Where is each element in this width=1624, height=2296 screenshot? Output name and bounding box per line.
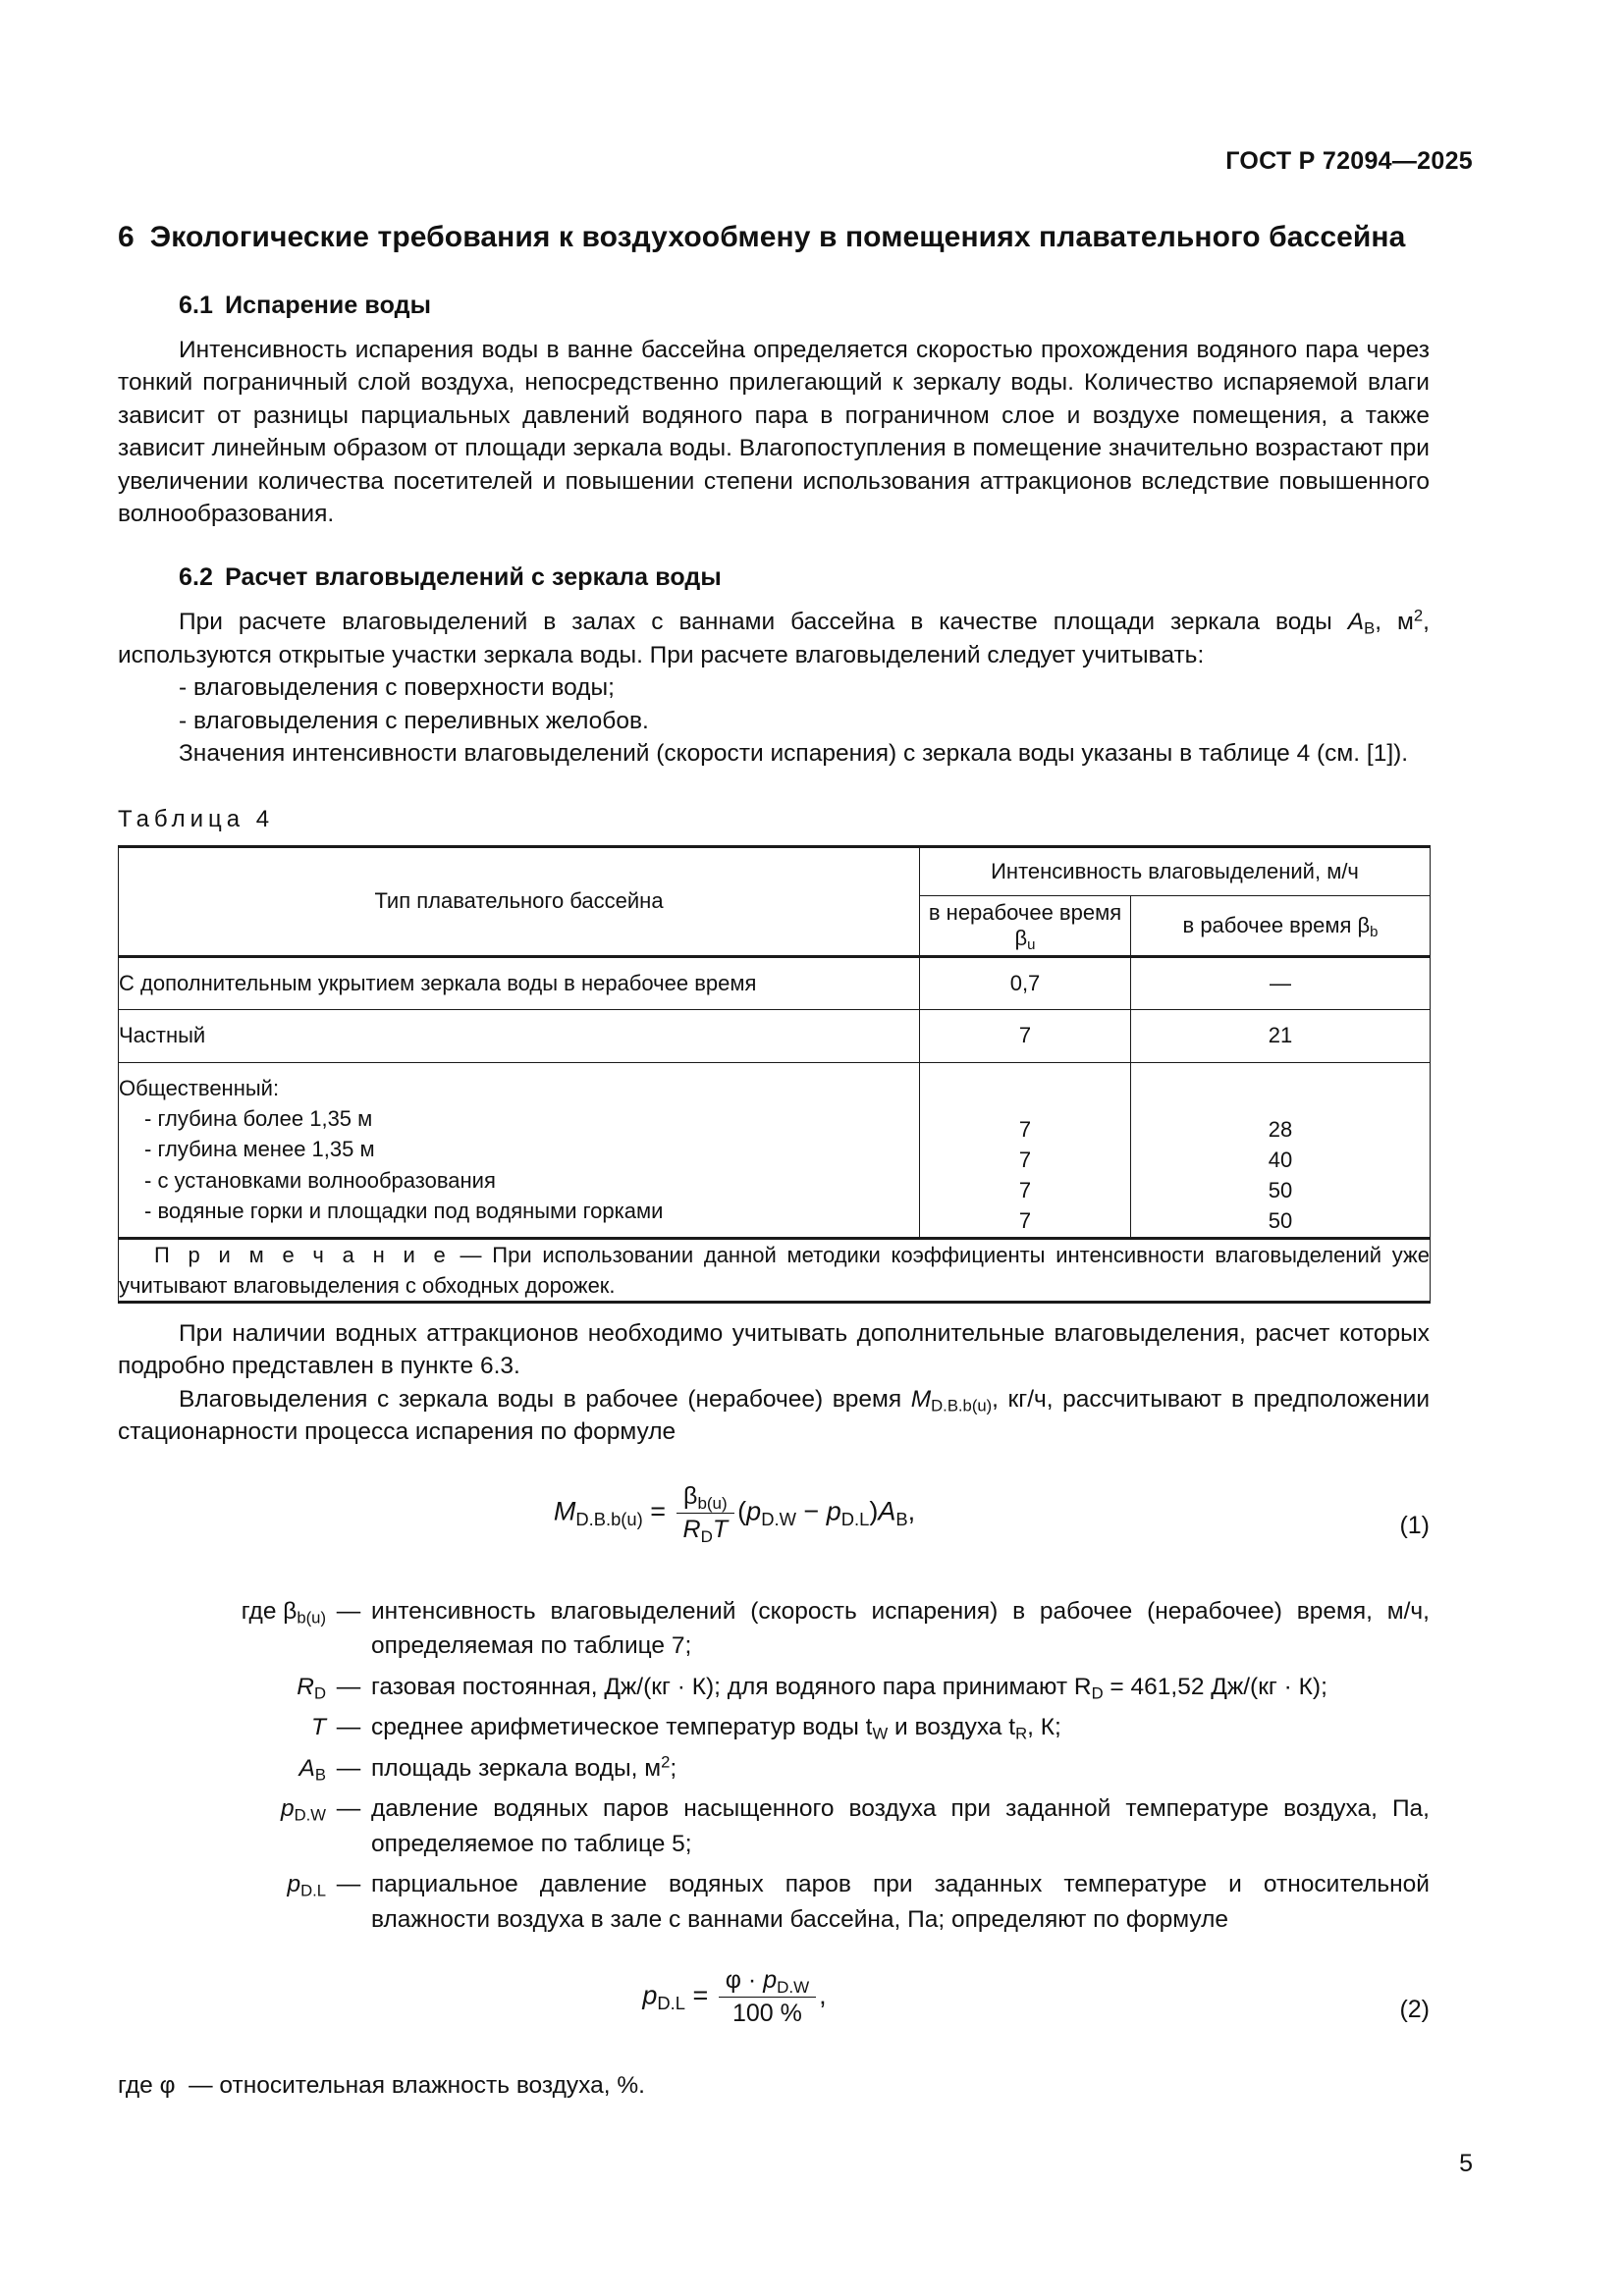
table-header-beta-b-text: в рабочее время β	[1182, 912, 1371, 937]
where-1-1-symbol-sub: D	[313, 1683, 326, 1703]
table-value: 7	[1018, 1178, 1032, 1203]
formula-2-lhs: p	[642, 1981, 658, 2011]
where-1-2-definition	[371, 1710, 1430, 1751]
table-4	[118, 845, 1431, 1304]
formula-2-lhs-sub: D.L	[657, 1993, 685, 2014]
where-1-0-symbol: β	[283, 1597, 298, 1625]
where-1-1-def-text: газовая постоянная, Дж/(кг · К); для водяного пара принимают R	[371, 1673, 1092, 1700]
running-header-standard-id: ГОСТ Р 72094—2025	[1225, 147, 1473, 175]
table-note-text: При использовании данной методики коэффициенты интенсивности влаговыделений уже учитывают влаговыделения с обходных дорожек.	[119, 1242, 1430, 1298]
formula-1-t: T	[712, 1515, 729, 1543]
table-value: 7	[1018, 1147, 1032, 1172]
where-item	[118, 1710, 1430, 1751]
page-content	[118, 218, 1430, 2100]
formula-2	[118, 1966, 1430, 2028]
subsection-title-6-2: Расчет влаговыделений с зеркала воды	[225, 563, 722, 592]
table-header-beta-u	[920, 895, 1131, 956]
formula-2-number: (2)	[1399, 1996, 1430, 2024]
table-value: 7	[1018, 1208, 1032, 1234]
where-1-3-symbol-cell	[118, 1751, 326, 1792]
formula-1-fraction	[677, 1482, 735, 1544]
table-row	[119, 1062, 1431, 1238]
formula-1-r: R	[682, 1515, 701, 1543]
where-1-4-symbol-sub: D.W	[294, 1806, 326, 1825]
symbol-area: A	[1347, 609, 1365, 636]
table-row-0-beta-b: —	[1131, 956, 1431, 1009]
subsection-title-6-1: Испарение воды	[225, 291, 432, 319]
formula-1-r-sub: D	[700, 1526, 713, 1546]
formula-1-p1: p	[746, 1496, 762, 1526]
where-1-1-symbol-cell	[118, 1670, 326, 1711]
table-note-label: П р и м е ч а н и е	[154, 1242, 450, 1267]
formula-1-equals: =	[650, 1496, 667, 1526]
where-1-2-symbol-cell	[118, 1710, 326, 1751]
paragraph-after-table-2	[118, 1383, 1430, 1449]
where-1-4-dash: —	[336, 1795, 361, 1823]
table-header-row-1	[119, 846, 1431, 895]
formula-2-dot: ·	[747, 1966, 757, 1995]
where-1-5-symbol-cell	[118, 1867, 326, 1937]
formula-1-open-paren: (	[737, 1496, 747, 1526]
formula-2-p-sub: D.W	[777, 1978, 810, 1998]
paragraph-6-2-1-part2: , используются открытые участки зеркала воды. При расчете влаговыделений следует учитывать:	[118, 609, 1430, 668]
where-1-2-def-tail: , К;	[1027, 1714, 1061, 1741]
where-1-2-def-sub: W	[872, 1724, 889, 1743]
formula-2-numerator	[719, 1966, 816, 1998]
formula-1-beta-sub: b(u)	[697, 1493, 728, 1513]
paragraph-after-table-2-part1: Влаговыделения с зеркала воды в рабочее (нерабочее) время	[179, 1385, 911, 1413]
table-row-1-beta-u: 7	[920, 1009, 1131, 1062]
where-1-1-def-tail: = 461,52 Дж/(кг · К);	[1103, 1673, 1327, 1700]
table-row-0-name: С дополнительным укрытием зеркала воды в нерабочее время	[119, 956, 920, 1009]
formula-1	[118, 1482, 1430, 1544]
formula-1-lhs-sub: D.B.b(u)	[575, 1508, 643, 1529]
table-row-2-beta-b	[1131, 1062, 1431, 1238]
table-value: 7	[1018, 1116, 1032, 1142]
table-row-2-title: Общественный:	[119, 1075, 280, 1100]
paragraph-6-2-1-unit: , м	[1375, 609, 1414, 636]
formula-2-p: p	[763, 1966, 778, 1995]
table-value: 50	[1268, 1208, 1293, 1234]
paragraph-after-table-1: При наличии водных аттракционов необходимо учитывать дополнительные влаговыделения, расчет которых подробно представлен в пункте 6.3.	[118, 1320, 1430, 1380]
subsection-number-6-1: 6.1	[179, 291, 214, 319]
where-1-3-definition	[371, 1751, 1430, 1792]
where-2-symbol: φ	[159, 2072, 176, 2100]
table-header-beta-b	[1131, 895, 1431, 956]
where-1-1-def-sub: D	[1091, 1683, 1104, 1703]
paragraph-6-2-2: Значения интенсивности влаговыделений (скорости испарения) с зеркала воды указаны в таблице 4 (см. [1]).	[179, 740, 1409, 768]
table-note-dash: —	[460, 1242, 482, 1267]
where-1-0-symbol-sub: b(u)	[297, 1608, 326, 1628]
where-1-symbol-cell	[118, 1594, 326, 1670]
bullet-overflow-gutters: - влаговыделения с переливных желобов.	[179, 707, 649, 734]
where-1-0-dash: —	[336, 1597, 361, 1625]
where-1-5-dash: —	[336, 1871, 361, 1898]
paragraph-6-2-1-part1: При расчете влаговыделений в залах с ваннами бассейна в качестве площади зеркала воды	[179, 609, 1348, 636]
page-number: 5	[1459, 2150, 1473, 2177]
table-header-beta-b-sub: b	[1370, 923, 1379, 940]
where-1-2-dash: —	[336, 1714, 361, 1741]
section-number: 6	[118, 221, 135, 253]
where-1-3-def-text: площадь зеркала воды, м	[371, 1754, 662, 1782]
formula-2-row	[118, 1966, 1430, 2060]
where-1-5-definition: парциальное давление водяных паров при заданных температуре и относительной влажности воздуха в зале с ваннами бассейна, Па; определяют по формуле	[371, 1871, 1430, 1933]
where-1-1-definition	[371, 1670, 1430, 1711]
subsection-heading-6-1	[118, 292, 1430, 320]
where-1-2-def-mid: и воздуха t	[888, 1714, 1016, 1741]
table-row-2-sublines	[119, 1103, 919, 1226]
paragraph-6-2-1-unit-sup: 2	[1413, 606, 1424, 625]
formula-2-fraction	[719, 1966, 816, 2028]
where-1-lead: где	[241, 1597, 277, 1625]
table-row-1-beta-b: 21	[1131, 1009, 1431, 1062]
formula-1-denominator	[677, 1514, 735, 1544]
where-item	[118, 1594, 1430, 1670]
formula-1-number: (1)	[1399, 1511, 1430, 1539]
formula-1-area-sub: В	[895, 1508, 908, 1529]
formula-2-equals: =	[692, 1981, 709, 2011]
table-value: 28	[1268, 1116, 1293, 1142]
symbol-moisture-release-sub: D.B.b(u)	[931, 1396, 993, 1415]
where-1-5-symbol: p	[287, 1871, 301, 1898]
table-note-row	[119, 1238, 1431, 1302]
where-1-3-dash: —	[336, 1754, 361, 1782]
where-item	[118, 1670, 1430, 1711]
formula-1-row	[118, 1482, 1430, 1573]
table-row-1-name: Частный	[119, 1009, 920, 1062]
where-1-2-def-text: среднее арифметическое температур воды t	[371, 1714, 873, 1741]
table-header-beta-u-sub: u	[1027, 935, 1036, 953]
table-subline: - глубина более 1,35 м	[144, 1106, 373, 1132]
where-1-3-symbol-sub: В	[314, 1765, 326, 1785]
formula-1-lhs: M	[553, 1496, 576, 1526]
where-1-2-symbol: T	[311, 1714, 326, 1741]
formula-2-phi: φ	[725, 1966, 741, 1995]
subsection-heading-6-2	[118, 563, 1430, 592]
formula-1-p2: p	[826, 1496, 841, 1526]
table-row-0-beta-u: 0,7	[920, 956, 1131, 1009]
where-list-2	[118, 2072, 1430, 2100]
formula-1-numerator	[677, 1482, 735, 1514]
symbol-moisture-release: M	[910, 1385, 932, 1413]
where-1-5-symbol-sub: D.L	[300, 1882, 326, 1901]
formula-2-comma: ,	[819, 1981, 827, 2011]
formula-1-area: A	[878, 1496, 896, 1526]
formula-1-comma: ,	[907, 1496, 916, 1526]
where-1-2-def-sub2: R	[1015, 1724, 1028, 1743]
where-2-definition: относительная влажность воздуха, %.	[219, 2072, 645, 2100]
section-title: Экологические требования к воздухообмену в помещениях плавательного бассейна	[149, 221, 1406, 253]
table-value: 50	[1268, 1178, 1293, 1203]
where-item	[118, 1867, 1430, 1937]
formula-1-p1-sub: D.W	[761, 1508, 796, 1529]
table-value: 40	[1268, 1147, 1293, 1172]
paragraph-after-table-2-part2: , кг/ч, рассчитывают в предположении стационарности процесса испарения по формуле	[118, 1385, 1431, 1446]
where-1-0-definition: интенсивность влаговыделений (скорость испарения) в рабочее (нерабочее) время, м/ч, определяемая по таблице 7;	[371, 1597, 1430, 1660]
where-item	[118, 1791, 1430, 1867]
table-row	[119, 1009, 1431, 1062]
table-subline: - с установками волнообразования	[144, 1167, 496, 1193]
where-1-1-symbol: R	[297, 1673, 314, 1700]
where-1-3-def-sup: 2	[661, 1752, 671, 1772]
where-1-4-definition: давление водяных паров насыщенного воздуха при заданной температуре воздуха, Па, определяемое по таблице 5;	[371, 1795, 1430, 1857]
where-1-4-symbol: p	[280, 1795, 295, 1823]
formula-1-minus: −	[803, 1496, 820, 1526]
subsection-number-6-2: 6.2	[179, 563, 214, 592]
paragraph-6-1-1: Интенсивность испарения воды в ванне бассейна определяется скоростью прохождения водяного пара через тонкий пограничный слой воздуха, непосредственно прилегающий к зеркалу воды. Количество испаряемой влаги зависит от разницы парциальных давлений водяного пара в пограничном слое и воздухе помещения, а также зависит линейным образом от площади зеркала воды. Влагопоступления в помещение значительно возрастают при увеличении количества посетителей и повышении степени использования аттракционов вследствие повышенного волнообразования.	[118, 336, 1430, 527]
table-header-beta-u-text: в нерабочее время β	[928, 899, 1122, 950]
table-row-2-beta-u	[920, 1062, 1131, 1238]
table-subline: - водяные горки и площадки под водяными горками	[144, 1198, 664, 1223]
table-row	[119, 956, 1431, 1009]
formula-1-close-paren: )	[869, 1496, 879, 1526]
where-1-3-def-tail: ;	[670, 1754, 677, 1782]
table-row-2-name	[119, 1062, 920, 1238]
where-1-1-dash: —	[336, 1673, 361, 1700]
where-2-dash: —	[189, 2072, 213, 2100]
paragraph-6-2-1	[118, 606, 1430, 671]
table-caption: Таблица 4	[118, 805, 275, 832]
where-item	[118, 1751, 1430, 1792]
section-heading	[118, 218, 1430, 258]
where-2-lead: где	[118, 2072, 153, 2100]
symbol-area-sub: В	[1364, 619, 1376, 639]
bullet-surface-evaporation: - влаговыделения с поверхности воды;	[179, 674, 615, 702]
formula-1-p2-sub: D.L	[840, 1508, 870, 1529]
table-note	[119, 1238, 1431, 1302]
formula-2-denominator: 100 %	[732, 2000, 802, 2028]
table-header-group: Интенсивность влаговыделений, м/ч	[920, 846, 1431, 895]
formula-1-beta: β	[683, 1481, 698, 1510]
where-1-4-symbol-cell	[118, 1791, 326, 1867]
table-subline: - глубина менее 1,35 м	[144, 1137, 375, 1162]
where-list-1	[118, 1594, 1430, 1938]
table-header-type: Тип плавательного бассейна	[119, 846, 920, 956]
where-1-3-symbol: A	[298, 1754, 315, 1782]
